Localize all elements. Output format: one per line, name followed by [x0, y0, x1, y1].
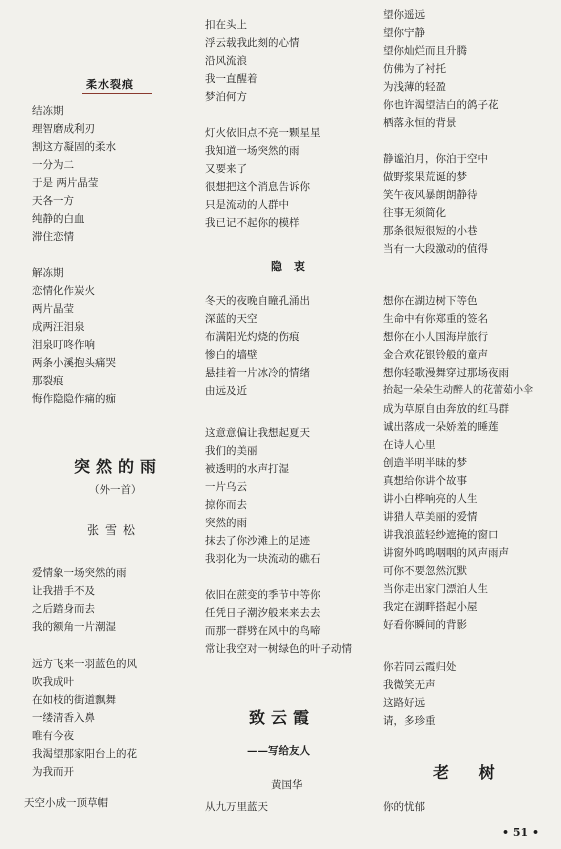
poem-line: 成两汪泪泉: [32, 321, 85, 333]
poem-line: 两片晶莹: [32, 303, 74, 315]
poem-line: 悬挂着一片冰冷的情绪: [205, 367, 310, 379]
poem-title: 致云霞: [249, 708, 316, 727]
poem-line: 为浅薄的轻盈: [383, 81, 446, 93]
title-underline: [82, 93, 152, 94]
poem-line: 那条很短很短的小巷: [383, 225, 478, 237]
poem-line: 诚出落成一朵娇羞的睡莲: [383, 421, 499, 433]
poem-author: 黄国华: [271, 779, 303, 791]
poem-line: 真想给你讲个故事: [383, 475, 467, 487]
poem-line: 你若同云霞归处: [383, 661, 457, 673]
poem-line: 这路好远: [383, 697, 425, 709]
poem-subtitle: （外一首）: [89, 484, 142, 496]
poem-line: 一缕清香入鼻: [32, 712, 95, 724]
poem-line: 仿佛为了衬托: [383, 63, 446, 75]
poem-line: 一分为二: [32, 159, 74, 171]
poem-line: 常让我空对一树绿色的叶子动情: [205, 643, 352, 655]
poem-line: 我定在湖畔搭起小屋: [383, 601, 478, 613]
poem-line: 深蓝的天空: [205, 313, 258, 325]
poem-line: 一片乌云: [205, 481, 247, 493]
poem-line: 让我措手不及: [32, 585, 95, 597]
poem-line: 梦泊何方: [205, 91, 247, 103]
poem-line: 之后踏身而去: [32, 603, 95, 615]
poem-line: 那裂痕: [32, 375, 64, 387]
poem-title: 柔水裂痕: [86, 78, 134, 91]
poem-line: 吹我成叶: [32, 676, 74, 688]
poem-line: 当有一大段激动的值得: [383, 243, 488, 255]
poem-line: 讲猎人草美丽的爱情: [383, 511, 478, 523]
poem-line: 请，多珍重: [383, 715, 436, 727]
poem-line: 我羽化为一块流动的礁石: [205, 553, 321, 565]
poem-line: 我渴望那家阳台上的花: [32, 748, 137, 760]
poem-line: 抹去了你沙滩上的足迹: [205, 535, 310, 547]
poem-line: 天空小成一顶草帽: [24, 797, 108, 809]
poem-line: 想你在小人国海岸旅行: [383, 331, 488, 343]
poem-title: 隐 衷: [271, 260, 309, 273]
poem-line: 你也许渴望洁白的鸽子花: [383, 99, 499, 111]
poem-line: 突然的雨: [205, 517, 247, 529]
poem-line: 沿风流浪: [205, 55, 247, 67]
poem-line: 悔作隐隐作痛的痂: [32, 393, 116, 405]
poem-line: 我的额角一片潮湿: [32, 621, 116, 633]
poem-line: 我一直醒着: [205, 73, 258, 85]
poem-line: 冬天的夜晚自瞳孔涌出: [205, 295, 310, 307]
poem-line: 由远及近: [205, 385, 247, 397]
poem-line: 我们的美丽: [205, 445, 258, 457]
poem-line: 布满阳光灼烧的伤痕: [205, 331, 300, 343]
poem-line: 为我而开: [32, 766, 74, 778]
poem-line: 想你在湖边树下等色: [383, 295, 478, 307]
poem-line: 我已记不起你的模样: [205, 217, 300, 229]
poem-line: 在如枝的街道飘舞: [32, 694, 116, 706]
poem-line: 浮云载我此刻的心情: [205, 37, 300, 49]
poem-author: 张雪松: [87, 523, 142, 537]
poem-line: 在诗人心里: [383, 439, 436, 451]
poem-line: 想你轻歌漫舞穿过那场夜雨: [383, 367, 509, 379]
poem-line: 而那一群劈在风中的鸟啼: [205, 625, 321, 637]
poem-line: 割这方凝固的柔水: [32, 141, 116, 153]
poem-line: 笑午夜风暴朗朗静待: [383, 189, 478, 201]
poem-line: 往事无须简化: [383, 207, 446, 219]
poem-line: 只是流动的人群中: [205, 199, 289, 211]
poem-line: 讲窗外鸣鸣咽咽的风声雨声: [383, 547, 509, 559]
poem-line: 任凭日子潮汐般来来去去: [205, 607, 321, 619]
poem-line: 我微笑无声: [383, 679, 436, 691]
poem-line: 做野浆果荒诞的梦: [383, 171, 467, 183]
poem-line: 讲小白桦响亮的人生: [383, 493, 478, 505]
poem-line: 远方飞来一羽蓝色的风: [32, 658, 137, 670]
poem-line: 解冻期: [32, 267, 64, 279]
poem-line: 我知道一场突然的雨: [205, 145, 300, 157]
poem-line: 结冻期: [32, 105, 64, 117]
poem-title: 老 树: [433, 763, 507, 782]
poem-line: 天各一方: [32, 195, 74, 207]
poem-line: 恋情化作炭火: [32, 285, 95, 297]
poem-line: 可你不要忽然沉默: [383, 565, 467, 577]
poem-line: 掠你而去: [205, 499, 247, 511]
poem-line: 滞住恋情: [32, 231, 74, 243]
poem-line: 生命中有你郑重的签名: [383, 313, 488, 325]
page-number: • 51 •: [501, 826, 539, 839]
poem-line: 望你灿烂而且升腾: [383, 45, 467, 57]
poem-line: 你的忧郁: [383, 801, 425, 813]
poem-line: 当你走出家门漂泊人生: [383, 583, 488, 595]
poem-line: 灯火依旧点不亮一颗星星: [205, 127, 321, 139]
poem-line: 又要来了: [205, 163, 247, 175]
poem-line: 从九万里蓝天: [205, 801, 268, 813]
poem-line: 静谧泊月，你泊于空中: [383, 153, 488, 165]
poem-line: 理智磨成利刃: [32, 123, 95, 135]
poem-line: 这意意偏让我想起夏天: [205, 427, 310, 439]
poem-line: 望你宁静: [383, 27, 425, 39]
poem-line: 创造半明半昧的梦: [383, 457, 467, 469]
poem-line: 惨白的墙壁: [205, 349, 258, 361]
poem-line: 泪泉叮咚作响: [32, 339, 95, 351]
poem-line: 栖落永恒的背景: [383, 117, 457, 129]
poem-line: 被透明的水声打湿: [205, 463, 289, 475]
poem-title: 突然的雨: [74, 457, 163, 476]
poem-line: 望你遥远: [383, 9, 425, 21]
poem-line: 成为草原自由奔放的红马群: [383, 403, 509, 415]
poem-line: 很想把这个消息告诉你: [205, 181, 310, 193]
poem-line: 抬起一朵朵生动醉人的花蕾茹小伞: [383, 385, 533, 396]
poem-line: 于是 两片晶莹: [32, 177, 99, 189]
poem-line: 唯有今夜: [32, 730, 74, 742]
poem-line: 纯静的白血: [32, 213, 85, 225]
poem-line: 两条小溪抱头痛哭: [32, 357, 116, 369]
poem-subtitle: ——写给友人: [247, 745, 310, 757]
poem-line: 依旧在蔗变的季节中等你: [205, 589, 321, 601]
poem-line: 好看你瞬间的背影: [383, 619, 467, 631]
poem-line: 金合欢花银铃般的童声: [383, 349, 488, 361]
poem-line: 爱情象一场突然的雨: [32, 567, 127, 579]
poem-line: 扣在头上: [205, 19, 247, 31]
poem-line: 讲我浪蓝轻纱遮掩的窗口: [383, 529, 499, 541]
